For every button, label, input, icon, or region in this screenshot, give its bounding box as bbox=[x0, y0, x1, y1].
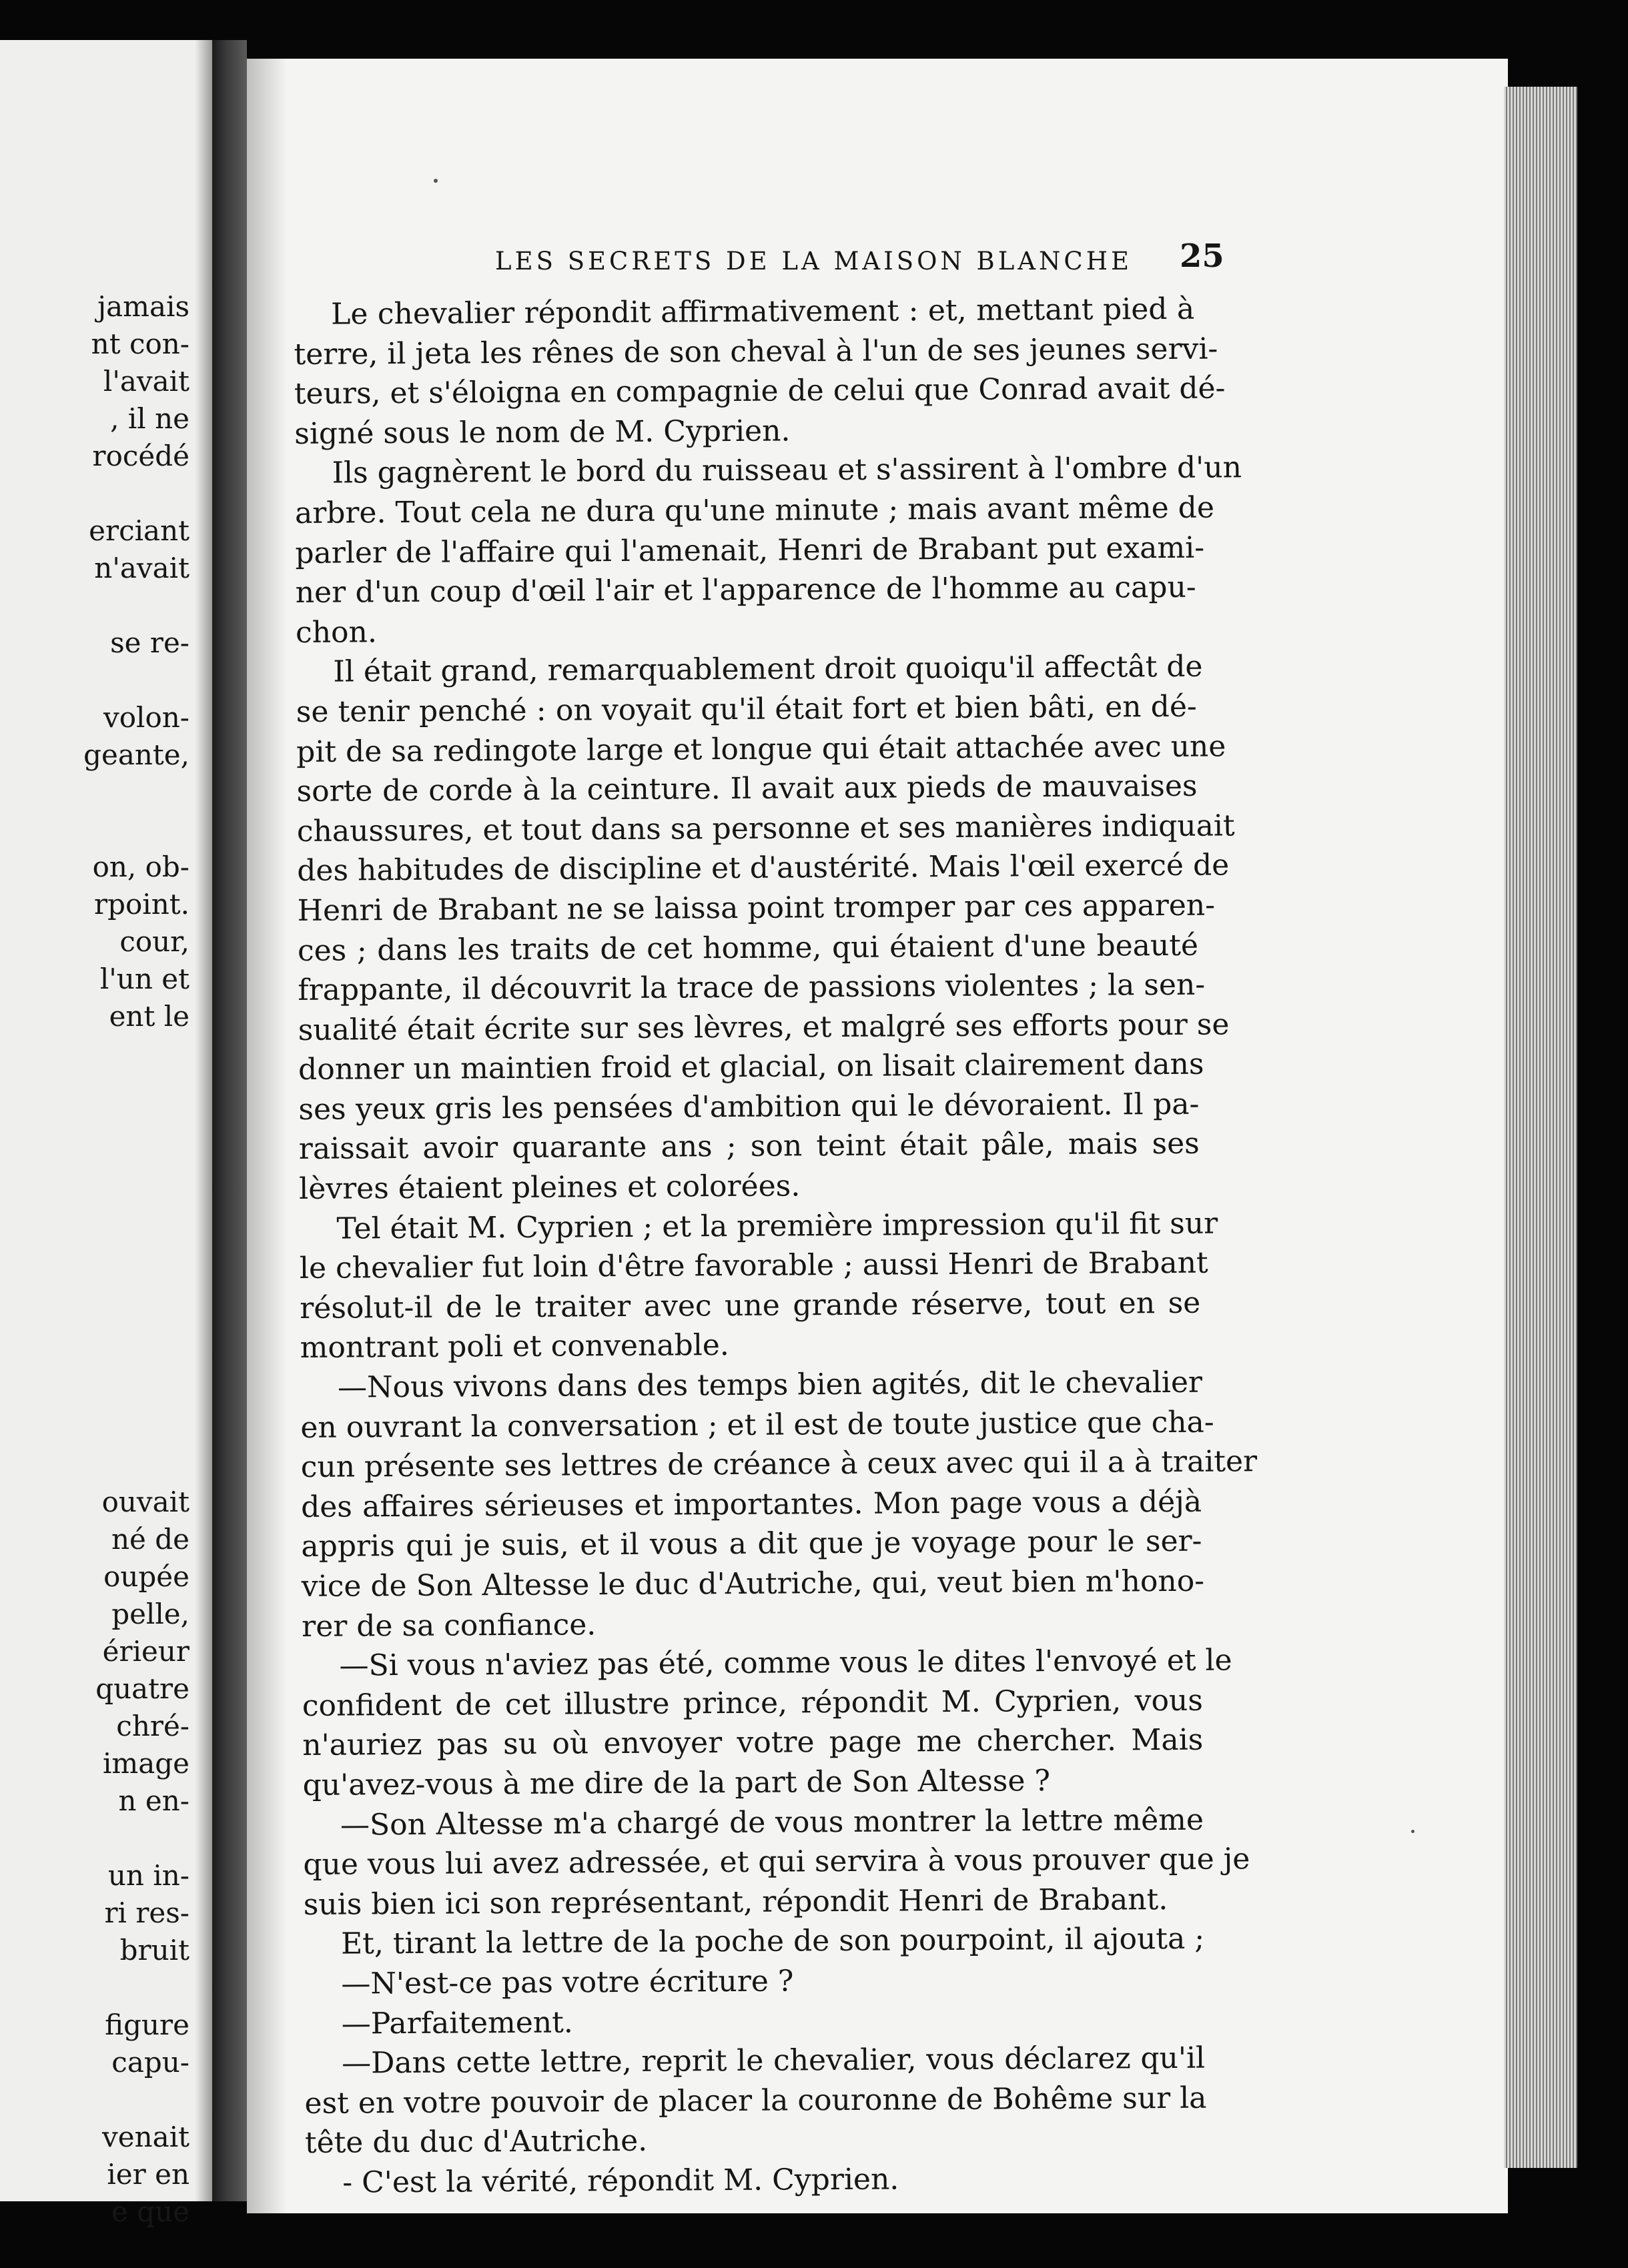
text-line: Le chevalier répondit affirmativement : et, mettant pied à bbox=[331, 292, 1195, 332]
text-line: chon. bbox=[295, 614, 378, 650]
facing-page-line bbox=[83, 1147, 189, 1185]
facing-page-line: ier en bbox=[107, 2158, 189, 2191]
text-line: n'auriez pas su où envoyer votre page me chercher. Mais bbox=[302, 1723, 1204, 1763]
facing-page-line: bruit bbox=[119, 1934, 189, 1966]
facing-page-line: figure bbox=[105, 2009, 189, 2041]
facing-page-line: n'avait bbox=[94, 552, 189, 584]
text-line: teurs, et s'éloigna en compagnie de celui que Conrad avait dé- bbox=[294, 371, 1226, 412]
book-spine bbox=[212, 40, 247, 2201]
text-line: Henri de Brabant ne se laissa point tromper par ces apparen- bbox=[297, 888, 1216, 928]
text-line: en ouvrant la conversation ; et il est de toute justice que cha- bbox=[300, 1405, 1214, 1445]
facing-page-line: un in- bbox=[107, 1859, 189, 1892]
text-line: Et, tirant la lettre de la poche de son pourpoint, il ajouta ; bbox=[340, 1922, 1205, 1961]
facing-page-line bbox=[83, 1259, 189, 1297]
facing-page-line: chré- bbox=[116, 1710, 189, 1742]
text-line: parler de l'affaire qui l'amenait, Henri de Brabant put exami- bbox=[295, 530, 1205, 570]
facing-page-line: image bbox=[102, 1747, 189, 1780]
facing-page-line bbox=[83, 1035, 189, 1073]
facing-page-line: capu- bbox=[111, 2046, 189, 2079]
text-line: sorte de corde à la ceinture. Il avait aux pieds de mauvaises bbox=[296, 768, 1198, 809]
facing-page-line bbox=[83, 1334, 189, 1371]
page-stack-edge bbox=[1504, 87, 1577, 2168]
facing-page-line bbox=[83, 1222, 189, 1259]
facing-page-line bbox=[83, 1185, 189, 1222]
facing-page-line: quatre bbox=[95, 1672, 189, 1705]
facing-page-line: nt con- bbox=[91, 328, 189, 360]
facing-page-line: érieur bbox=[102, 1635, 189, 1668]
facing-page-left bbox=[0, 40, 212, 2228]
facing-page-line bbox=[83, 1073, 189, 1110]
facing-page-line: rocédé bbox=[92, 440, 189, 472]
facing-page-line: , il ne bbox=[110, 402, 189, 435]
facing-page-line: e que bbox=[111, 2195, 189, 2228]
text-line: Tel était M. Cyprien ; et la première impression qu'il fit sur bbox=[336, 1206, 1218, 1246]
text-line: suis bien ici son représentant, répondit Henri de Brabant. bbox=[303, 1882, 1168, 1922]
text-line: lèvres étaient pleines et colorées. bbox=[299, 1169, 801, 1207]
facing-page-line: se re- bbox=[110, 626, 189, 659]
text-line: frappante, il découvrit la trace de passions violentes ; la sen- bbox=[298, 967, 1206, 1008]
text-line: se tenir penché : on voyait qu'il était fort et bien bâti, en dé- bbox=[296, 689, 1197, 729]
text-line: - C'est la vérité, répondit M. Cyprien. bbox=[342, 2162, 899, 2200]
text-line: des habitudes de discipline et d'austérité. Mais l'œil exercé de bbox=[297, 848, 1230, 889]
facing-page-line: cour, bbox=[119, 925, 189, 958]
text-line: confident de cet illustre prince, répondit M. Cyprien, vous bbox=[302, 1683, 1204, 1723]
text-line: —N'est-ce pas votre écriture ? bbox=[341, 1964, 794, 2001]
page-curve-shadow bbox=[247, 59, 287, 2213]
facing-page-line: volon- bbox=[103, 701, 189, 734]
text-line: ces ; dans les traits de cet homme, qui étaient d'une beauté bbox=[297, 928, 1199, 968]
facing-page-line bbox=[83, 774, 189, 811]
facing-page-line: jamais bbox=[97, 290, 189, 323]
text-line: sualité était écrite sur ses lèvres, et malgré ses efforts pour se bbox=[298, 1007, 1230, 1047]
text-line: —Dans cette lettre, reprit le chevalier, vous déclarez qu'il bbox=[342, 2041, 1206, 2081]
facing-page-line bbox=[83, 662, 189, 699]
text-line: montrant poli et convenable. bbox=[300, 1328, 729, 1365]
text-line: appris qui je suis, et il vous a dit que je voyage pour le ser- bbox=[301, 1524, 1202, 1564]
text-line: est en votre pouvoir de placer la couronne de Bohême sur la bbox=[304, 2081, 1207, 2121]
facing-page-line: geante, bbox=[83, 738, 189, 771]
facing-page-line: n en- bbox=[118, 1784, 189, 1817]
facing-page-line: ri res- bbox=[104, 1896, 189, 1929]
facing-page-line: ouvait bbox=[101, 1486, 189, 1518]
text-line: terre, il jeta les rênes de son cheval à l'un de ses jeunes servi- bbox=[294, 332, 1218, 372]
text-line: ner d'un coup d'œil l'air et l'apparence de l'homme au capu- bbox=[295, 570, 1196, 610]
facing-page-line: oupée bbox=[103, 1560, 189, 1593]
text-line: —Son Altesse m'a chargé de vous montrer la lettre même bbox=[340, 1802, 1204, 1842]
text-line: Il était grand, remarquablement droit quoiqu'il affectât de bbox=[333, 650, 1203, 689]
text-line: cun présente ses lettres de créance à ceux avec qui il a à traiter bbox=[300, 1444, 1258, 1485]
facing-page-line bbox=[83, 1820, 189, 1857]
facing-page-line: ent le bbox=[109, 1000, 189, 1033]
text-line: tête du duc d'Autriche. bbox=[304, 2124, 648, 2161]
book-page bbox=[247, 59, 1508, 2213]
facing-page-line bbox=[83, 475, 189, 512]
body-text bbox=[294, 290, 1258, 2203]
text-line: rer de sa confiance. bbox=[302, 1607, 596, 1644]
text-line: —Nous vivons dans des temps bien agités, dit le chevalier bbox=[337, 1365, 1203, 1405]
dust-speck bbox=[434, 179, 438, 183]
facing-page-line bbox=[83, 587, 189, 624]
dust-speck bbox=[1411, 1830, 1414, 1833]
text-line: que vous lui avez adressée, et qui servira à vous prouver que je bbox=[303, 1842, 1250, 1882]
facing-page-line: rpoint. bbox=[94, 888, 189, 921]
text-line: arbre. Tout cela ne dura qu'une minute ; mais avant même de bbox=[294, 490, 1215, 530]
text-line: résolut-il de le traiter avec une grande réserve, tout en se bbox=[300, 1285, 1201, 1325]
page-number: 25 bbox=[1180, 237, 1224, 275]
facing-page-line bbox=[83, 1969, 189, 2007]
text-line: qu'avez-vous à me dire de la part de Son Altesse ? bbox=[302, 1764, 1051, 1802]
facing-page-line: l'un et bbox=[99, 963, 189, 995]
text-line: pit de sa redingote large et longue qui était attachée avec une bbox=[296, 729, 1226, 769]
text-line: des affaires sérieuses et importantes. Mon page vous a déjà bbox=[300, 1484, 1202, 1524]
facing-page-line: l'avait bbox=[103, 365, 189, 398]
gutter-shadow bbox=[195, 40, 212, 2201]
text-line: Ils gagnèrent le bord du ruisseau et s'assirent à l'ombre d'un bbox=[332, 450, 1242, 491]
text-line: ses yeux gris les pensées d'ambition qui le dévoraient. Il pa- bbox=[298, 1087, 1200, 1127]
text-line: —Si vous n'aviez pas été, comme vous le dites l'envoyé et le bbox=[339, 1643, 1232, 1683]
facing-page-line bbox=[83, 1409, 189, 1446]
facing-page-line: pelle, bbox=[111, 1598, 189, 1630]
facing-page-line bbox=[83, 1297, 189, 1334]
facing-page-line bbox=[83, 1446, 189, 1484]
facing-page-line bbox=[83, 1110, 189, 1147]
facing-page-text-fragments bbox=[83, 288, 189, 2231]
facing-page-line: erciant bbox=[89, 514, 189, 547]
running-head: LES SECRETS DE LA MAISON BLANCHE bbox=[495, 247, 1132, 275]
text-line: raissait avoir quarante ans ; son teint était pâle, mais ses bbox=[298, 1127, 1200, 1167]
facing-page-line: né de bbox=[111, 1523, 189, 1556]
facing-page-line bbox=[83, 811, 189, 848]
text-line: donner un maintien froid et glacial, on lisait clairement dans bbox=[298, 1047, 1204, 1087]
facing-page-line bbox=[83, 2081, 189, 2119]
text-line: signé sous le nom de M. Cyprien. bbox=[294, 414, 791, 451]
facing-page-line: venait bbox=[102, 2121, 189, 2153]
text-line: chaussures, et tout dans sa personne et ses manières indiquait bbox=[296, 808, 1235, 848]
facing-page-line bbox=[83, 1371, 189, 1409]
text-line: —Parfaitement. bbox=[341, 2005, 573, 2041]
facing-page-line: on, ob- bbox=[92, 851, 189, 883]
text-line: vice de Son Altesse le duc d'Autriche, qui, veut bien m'hono- bbox=[301, 1564, 1205, 1604]
text-line: le chevalier fut loin d'être favorable ; aussi Henri de Brabant bbox=[299, 1245, 1208, 1286]
